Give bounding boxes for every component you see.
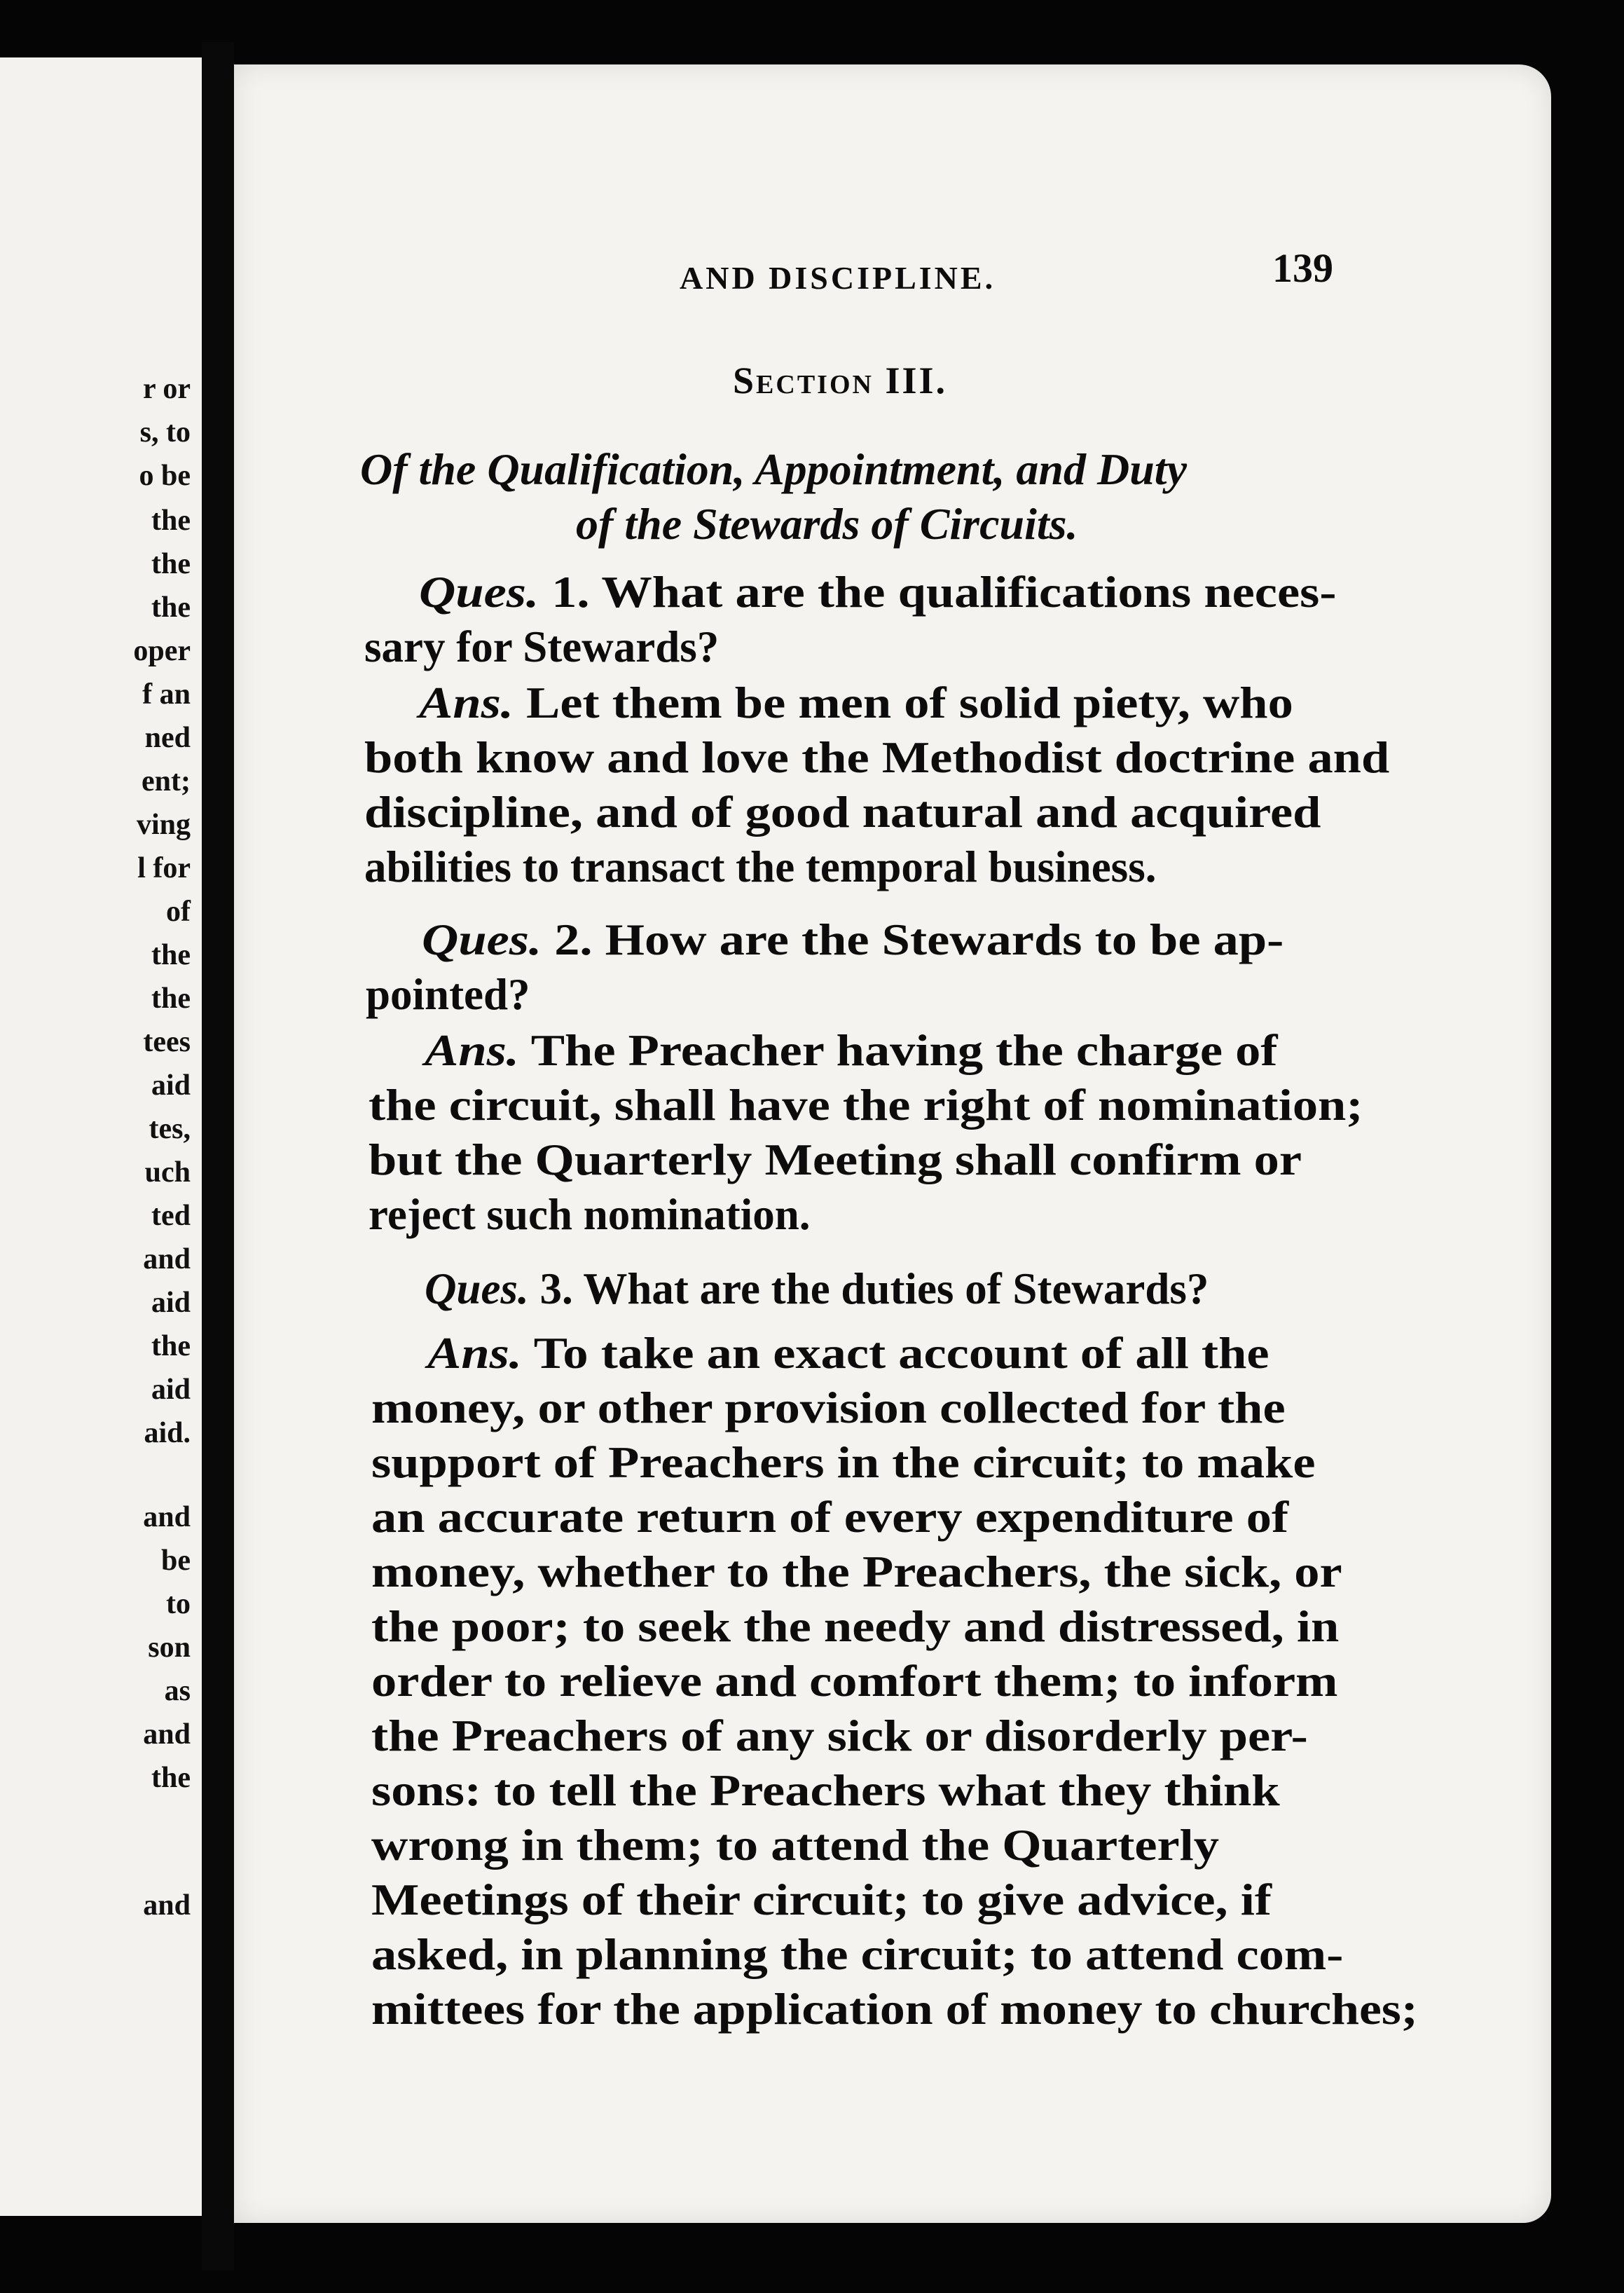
section-subheading-line-2: of the Stewards of Circuits. bbox=[576, 499, 1078, 549]
left-page-text-fragment: as bbox=[164, 1675, 191, 1707]
left-page-text-fragment: ned bbox=[144, 722, 191, 754]
left-page-text-fragment: ving bbox=[136, 809, 191, 841]
page-number: 139 bbox=[1272, 245, 1333, 291]
answer-text: The Preacher having the charge of bbox=[518, 1026, 1278, 1075]
left-page-text-fragment: tees bbox=[143, 1026, 191, 1058]
question-2-line-1 bbox=[422, 915, 1284, 964]
question-text: 3. What are the duties of Stewards? bbox=[528, 1264, 1209, 1313]
answer-3-line-6: the poor; to seek the needy and distressed, in bbox=[371, 1602, 1340, 1651]
left-page-text-fragment: s, to bbox=[139, 416, 191, 449]
section-subheading-line-1: Of the Qualification, Appointment, and Duty bbox=[360, 444, 1187, 494]
left-page-text-fragment: the bbox=[151, 1762, 191, 1794]
running-header: AND DISCIPLINE. bbox=[680, 260, 996, 296]
left-page-text-fragment: and bbox=[143, 1501, 191, 1533]
left-page-text-fragment: r or bbox=[142, 373, 191, 405]
section-heading: Section III. bbox=[733, 360, 947, 402]
left-page-text-fragment: and bbox=[143, 1889, 191, 1922]
left-page-text-fragment: o be bbox=[139, 460, 191, 492]
left-page-text-fragment: son bbox=[148, 1631, 191, 1664]
left-page-text-fragment: aid. bbox=[144, 1417, 191, 1449]
answer-3-line-9: sons: to tell the Preachers what they think bbox=[371, 1766, 1280, 1815]
left-page-text-fragment: tes, bbox=[149, 1113, 191, 1145]
left-page-text-fragment: the bbox=[151, 548, 191, 580]
left-facing-page bbox=[0, 57, 203, 2216]
question-2-line-2: pointed? bbox=[366, 970, 530, 1019]
answer-1-line-3: discipline, and of good natural and acquired bbox=[364, 788, 1321, 837]
question-text: 1. What are the qualifications neces- bbox=[539, 568, 1337, 617]
answer-3-line-4: an accurate return of every expenditure of bbox=[371, 1493, 1289, 1542]
answer-3-line-12: asked, in planning the circuit; to attend com- bbox=[371, 1930, 1344, 1979]
answer-3-line-10: wrong in them; to attend the Quarterly bbox=[371, 1821, 1220, 1870]
left-page-text-fragment: be bbox=[161, 1545, 191, 1577]
left-page-text-fragment: the bbox=[151, 505, 191, 537]
answer-2-line-3: but the Quarterly Meeting shall confirm or bbox=[369, 1135, 1302, 1184]
answer-1-line-1 bbox=[419, 678, 1293, 727]
answer-3-line-13: mittees for the application of money to churches; bbox=[371, 1985, 1418, 2034]
answer-label: Ans. bbox=[427, 1329, 522, 1378]
left-page-text-fragment: ted bbox=[151, 1200, 191, 1232]
answer-text: To take an exact account of all the bbox=[521, 1329, 1269, 1378]
answer-3-line-2: money, or other provision collected for the bbox=[371, 1383, 1286, 1432]
question-1-line-2: sary for Stewards? bbox=[364, 622, 720, 671]
answer-3-line-8: the Preachers of any sick or disorderly per- bbox=[371, 1711, 1308, 1760]
question-text: 2. How are the Stewards to be ap- bbox=[542, 915, 1284, 964]
answer-3-line-1 bbox=[427, 1329, 1269, 1378]
left-page-text-fragment: l for bbox=[137, 852, 191, 884]
left-page-text-fragment: aid bbox=[151, 1287, 191, 1319]
main-page bbox=[234, 64, 1551, 2223]
answer-3-line-7: order to relieve and comfort them; to inform bbox=[371, 1657, 1338, 1706]
answer-3-line-5: money, whether to the Preachers, the sick, or bbox=[371, 1547, 1342, 1596]
answer-2-line-1 bbox=[425, 1026, 1278, 1075]
book-gutter bbox=[202, 42, 234, 2271]
left-page-text-fragment: oper bbox=[133, 635, 191, 667]
left-page-text-fragment: the bbox=[151, 983, 191, 1015]
question-label: Ques. bbox=[422, 915, 542, 964]
left-page-text-fragment: ent; bbox=[142, 765, 191, 798]
left-page-text-fragment: to bbox=[166, 1588, 191, 1620]
left-page-text-fragment: aid bbox=[151, 1374, 191, 1406]
left-page-text-fragment: of bbox=[166, 896, 191, 928]
left-page-text-fragment: and bbox=[143, 1718, 191, 1751]
answer-1-line-2: both know and love the Methodist doctrine and bbox=[364, 733, 1390, 782]
answer-3-line-3: support of Preachers in the circuit; to make bbox=[371, 1438, 1316, 1487]
answer-2-line-2: the circuit, shall have the right of nomination; bbox=[369, 1081, 1363, 1130]
answer-label: Ans. bbox=[419, 678, 514, 727]
left-page-text-fragment: the bbox=[151, 1330, 191, 1362]
answer-1-line-4: abilities to transact the temporal business. bbox=[364, 842, 1157, 891]
question-label: Ques. bbox=[425, 1264, 529, 1313]
left-page-text-fragment: the bbox=[151, 591, 191, 624]
left-page-text-fragment: aid bbox=[151, 1069, 191, 1102]
question-label: Ques. bbox=[419, 568, 539, 617]
answer-3-line-11: Meetings of their circuit; to give advice, if bbox=[371, 1875, 1272, 1924]
answer-2-line-4: reject such nomination. bbox=[369, 1190, 811, 1239]
answer-text: Let them be men of solid piety, who bbox=[513, 678, 1293, 727]
left-page-text-fragment: the bbox=[151, 939, 191, 971]
left-page-text-fragment: and bbox=[143, 1243, 191, 1275]
answer-label: Ans. bbox=[425, 1026, 519, 1075]
question-1-line-1 bbox=[419, 570, 1336, 615]
question-3-line-1 bbox=[425, 1264, 1209, 1313]
left-page-text-fragment: f an bbox=[142, 678, 191, 711]
left-page-text-fragment: uch bbox=[144, 1156, 191, 1189]
